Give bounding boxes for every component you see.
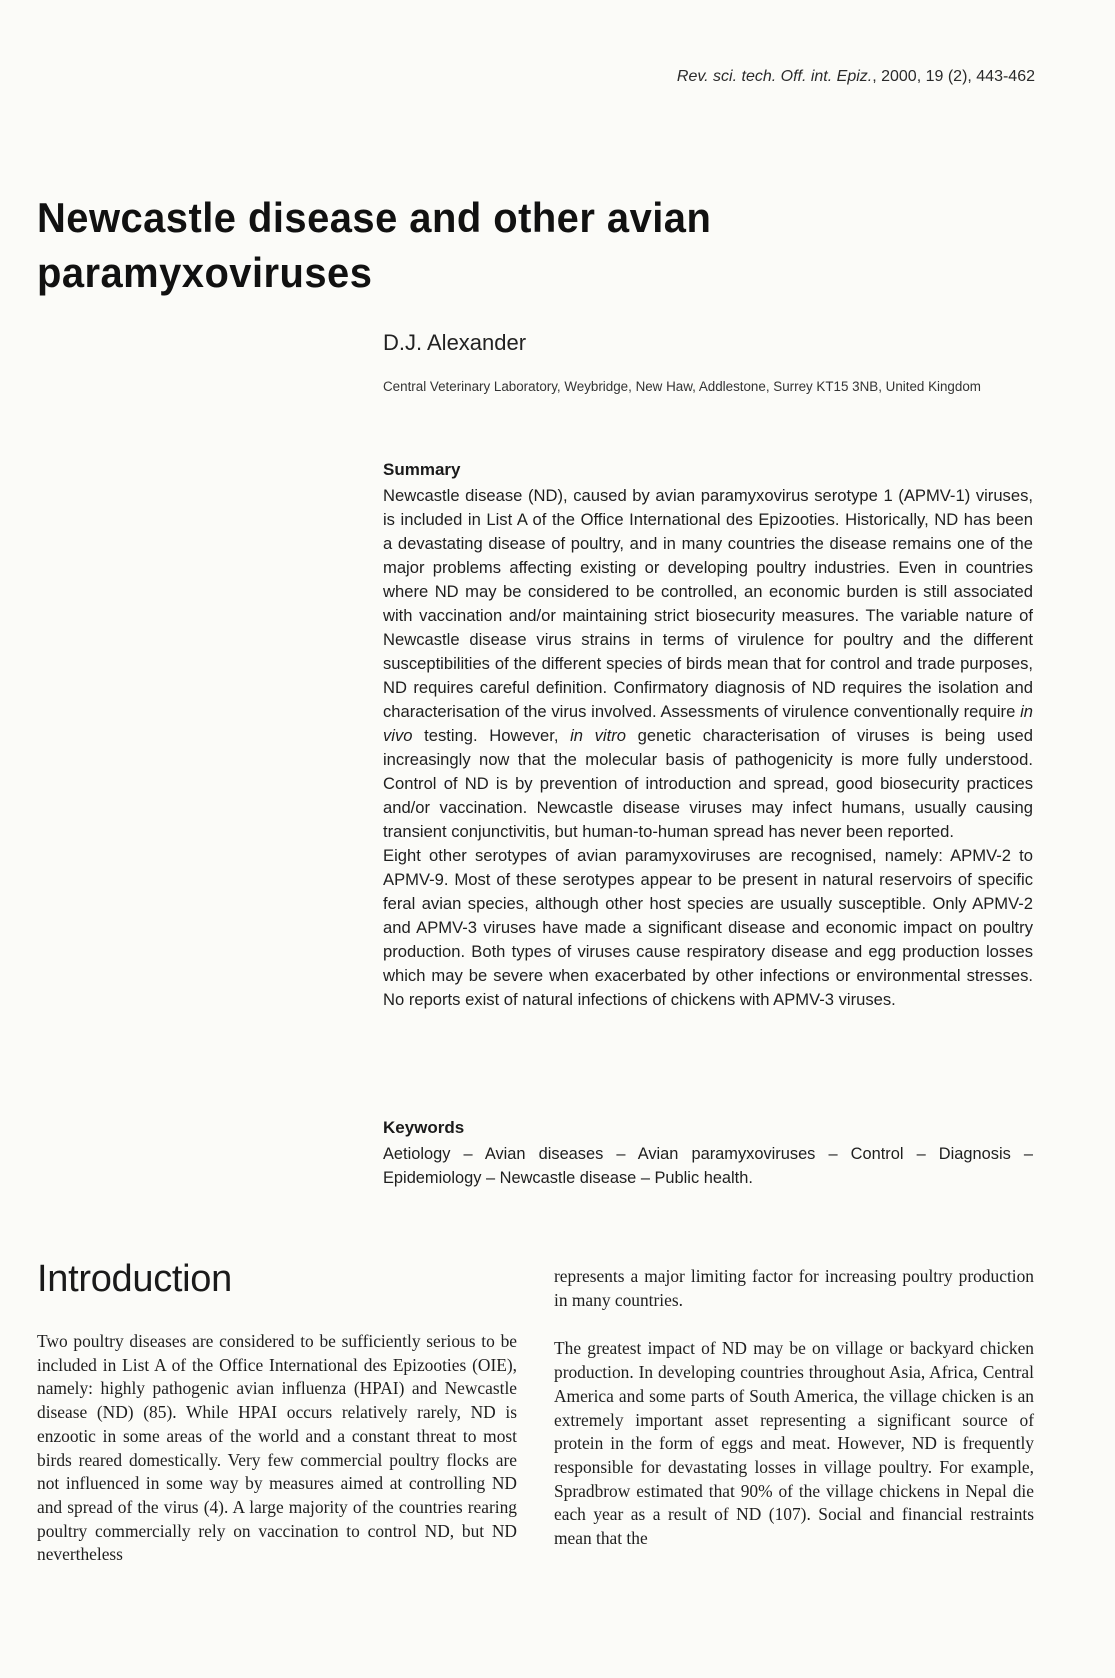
summary-text: testing. However, — [412, 726, 571, 745]
intro-paragraph: Two poultry diseases are considered to be sufficiently serious to be included in List A of the Office International des Epizooties (OIE), namely: highly pathogenic avian influenza (HPAI) and Newcastle disease (ND) (85). While HPAI occurs relatively rarely, ND is enzootic in some areas of the world and a constant threat to most birds reared domestically. Very few commercial poultry flocks are not influenced in some way by measures aimed at controlling ND and spread of the virus (4). A large majority of the countries rearing poultry commercially rely on vaccination to control ND, but ND nevertheless — [37, 1331, 517, 1565]
body-column-left — [37, 1330, 517, 1567]
summary-heading: Summary — [383, 460, 461, 479]
author-name: D.J. Alexander — [383, 330, 527, 355]
intro-paragraph: The greatest impact of ND may be on village or backyard chicken production. In developing countries throughout Asia, Africa, Central America and some parts of South America, the village chicken is an extremely important asset representing a significant source of protein in the form of eggs and meat. However, ND is frequently responsible for devastating losses in village poultry. For example, Spradbrow estimated that 90% of the village chickens in Nepal die each year as a result of ND (107). Social and financial restraints mean that the — [554, 1338, 1034, 1549]
journal-citation — [677, 68, 1035, 86]
author-affiliation: Central Veterinary Laboratory, Weybridge, New Haw, Addlestone, Surrey KT15 3NB, United Kingdom — [383, 379, 981, 394]
summary-paragraph-2: Eight other serotypes of avian paramyxoviruses are recognised, namely: APMV-2 to APMV-9. Most of these serotypes appear to be present in natural reservoirs of specific feral avian species, although other host species are usually susceptible. Only APMV-2 and APMV-3 viruses have made a significant disease and economic impact on poultry production. Both types of viruses cause respiratory disease and egg production losses which may be severe when exacerbated by other infections or environmental stresses. No reports exist of natural infections of chickens with APMV-3 viruses. — [383, 846, 1033, 1009]
summary-body — [383, 484, 1033, 1012]
body-column-right — [554, 1265, 1034, 1551]
summary-italic-term: in vivo — [383, 702, 1033, 745]
keywords-heading: Keywords — [383, 1118, 465, 1137]
introduction-heading: Introduction — [37, 1258, 232, 1300]
keywords-list: Aetiology – Avian diseases – Avian paramyxoviruses – Control – Diagnosis – Epidemiology – Newcastle disease – Public health. — [383, 1145, 1033, 1187]
summary-text: genetic characterisation of viruses is being used increasingly now that the molecular basis of pathogenicity is more fully understood. Control of ND is by prevention of introduction and spread, good biosecurity practices and/or vaccination. Newcastle disease viruses may infect humans, usually causing transient conjunctivitis, but human-to-human spread has never been reported. — [383, 726, 1033, 841]
summary-text: Newcastle disease (ND), caused by avian paramyxovirus serotype 1 (APMV-1) viruses, is included in List A of the Office International des Epizooties. Historically, ND has been a devastating disease of poultry, and in many countries the disease remains one of the major problems affecting existing or developing poultry industries. Even in countries where ND may be considered to be controlled, an economic burden is still associated with vaccination and/or maintaining strict biosecurity measures. The variable nature of Newcastle disease virus strains in terms of virulence for poultry and the different susceptibilities of the different species of birds mean that for control and trade purposes, ND requires careful definition. Confirmatory diagnosis of ND requires the isolation and characterisation of the virus involved. Assessments of virulence conventionally require — [383, 486, 1033, 721]
journal-volume-pages: , 2000, 19 (2), 443-462 — [872, 68, 1035, 85]
summary-italic-term: in vitro — [570, 726, 626, 745]
intro-paragraph: represents a major limiting factor for increasing poultry production in many countries. — [554, 1266, 1034, 1310]
article-title: Newcastle disease and other avian paramyxoviruses — [37, 194, 712, 296]
summary-paragraph-1 — [383, 484, 1033, 844]
journal-name: Rev. sci. tech. Off. int. Epiz. — [676, 68, 873, 85]
